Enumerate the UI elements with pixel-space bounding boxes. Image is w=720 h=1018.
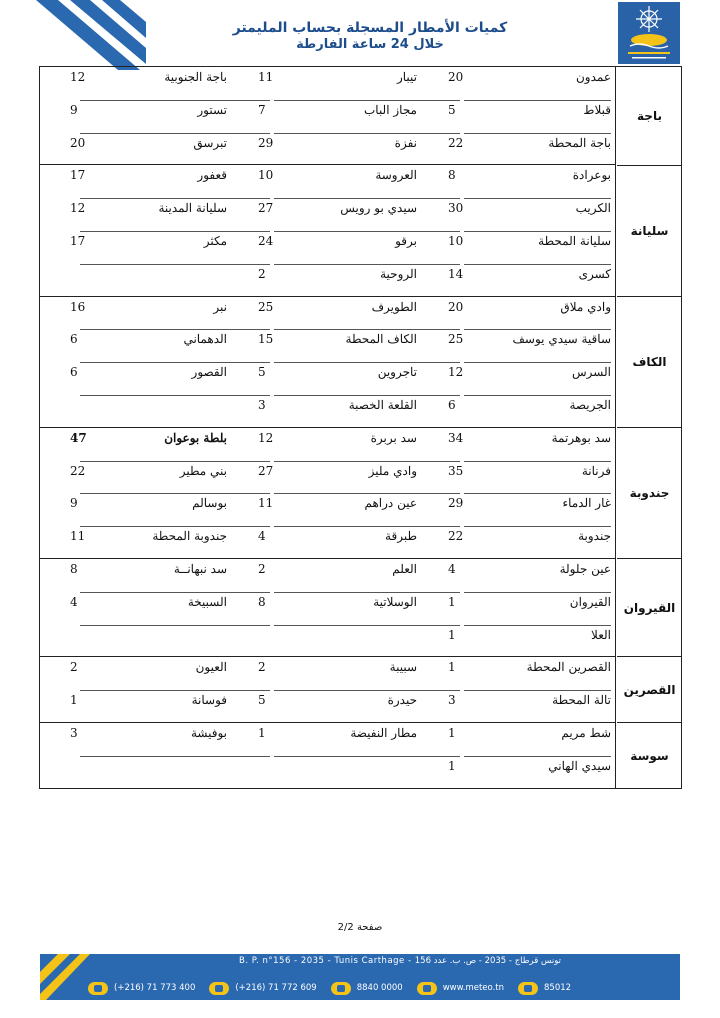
station-name: تالة المحطة <box>552 693 611 708</box>
station-name: سيدي الهاني <box>548 758 611 773</box>
table-row <box>40 198 615 231</box>
rainfall-value: 6 <box>70 332 78 347</box>
rainfall-value: 25 <box>448 332 464 347</box>
station-name: طبرقة <box>385 529 417 544</box>
station-name: عين دراهم <box>364 496 417 511</box>
station-name: غار الدماء <box>562 496 611 511</box>
rainfall-value: 12 <box>258 430 274 445</box>
web-icon <box>417 982 437 995</box>
rainfall-value: 1 <box>448 726 456 740</box>
rainfall-value: 20 <box>448 70 464 84</box>
station-name: بوفيشة <box>190 726 227 740</box>
station-name: بلطة بوعوان <box>164 430 227 445</box>
station-name: عين جلولة <box>559 562 611 576</box>
station-name: القصور <box>191 365 227 380</box>
rainfall-table <box>39 66 682 789</box>
table-row <box>40 625 615 658</box>
rainfall-value: 6 <box>448 398 456 412</box>
rainfall-value: 1 <box>448 594 456 609</box>
rainfall-value: 34 <box>448 430 464 445</box>
rainfall-value: 29 <box>448 496 464 511</box>
rainfall-value: 17 <box>70 168 86 183</box>
rainfall-value: 20 <box>70 135 86 150</box>
station-name: الجريصة <box>569 398 611 412</box>
station-name: ساقية سيدي يوسف <box>512 332 611 347</box>
station-name: سليانة المحطة <box>538 234 611 248</box>
station-name: القصرين المحطة <box>526 660 611 675</box>
station-name: برقو <box>395 234 417 248</box>
region-label: باجة <box>637 109 662 123</box>
station-name: تاجروين <box>377 365 417 380</box>
station-name: نفزة <box>394 135 417 150</box>
rainfall-value: 4 <box>258 529 266 544</box>
table-row <box>40 592 615 625</box>
rainfall-value: 4 <box>70 594 78 609</box>
rainfall-value: 8 <box>70 562 78 576</box>
station-name: القيروان <box>569 594 611 609</box>
table-row <box>40 362 615 395</box>
rainfall-value: 35 <box>448 463 464 478</box>
station-name: الوسلاتية <box>373 594 417 609</box>
station-name: الكاف المحطة <box>345 332 417 347</box>
contact-item <box>331 982 403 995</box>
rainfall-value: 14 <box>448 266 464 281</box>
rainfall-value: 11 <box>258 70 274 84</box>
station-name: فرنانة <box>581 463 611 478</box>
station-name: عمدون <box>575 70 611 84</box>
table-row <box>40 493 615 526</box>
station-name: القلعة الخصبة <box>348 398 417 412</box>
title-line-2: خلال 24 ساعة الفارطة <box>296 37 444 52</box>
rainfall-value: 22 <box>448 529 464 544</box>
station-name: السبيخة <box>187 594 227 609</box>
rainfall-value: 1 <box>448 758 456 773</box>
contact-text: 8840 0000 <box>356 983 403 993</box>
title-line-1: كميات الأمطار المسجلة بحساب المليمتر <box>232 20 508 36</box>
station-name: فوسانة <box>191 693 227 708</box>
station-name: بوسالم <box>192 496 227 511</box>
rainfall-value: 25 <box>258 299 274 314</box>
region-label: القيروان <box>617 558 682 656</box>
rainfall-value: 5 <box>258 693 266 708</box>
station-name: السرس <box>572 365 611 380</box>
rainfall-value: 6 <box>70 365 78 380</box>
table-row <box>40 461 615 494</box>
rainfall-value: 10 <box>448 234 464 248</box>
station-name: بني مطير <box>179 463 227 478</box>
rainfall-value: 22 <box>448 135 464 150</box>
station-name: شط مريم <box>561 726 611 740</box>
station-name: جندوبة <box>578 529 611 544</box>
station-name: سبيبة <box>389 660 417 675</box>
rainfall-value: 11 <box>70 529 86 544</box>
rainfall-value: 2 <box>258 266 266 281</box>
rainfall-value: 3 <box>70 726 78 740</box>
contact-text: (+216) 71 773 400 <box>114 983 196 993</box>
table-row <box>40 329 615 362</box>
page-number: صفحة 2/2 <box>337 922 383 933</box>
table-row <box>40 100 615 133</box>
station-name: العيون <box>195 660 227 675</box>
station-name: سليانة المدينة <box>158 201 227 216</box>
rainfall-value: 9 <box>70 496 78 511</box>
station-name: الكريب <box>575 201 611 216</box>
station-name: العروسة <box>375 168 417 183</box>
rainfall-value: 2 <box>258 562 266 576</box>
rainfall-value: 8 <box>448 168 456 183</box>
table-row <box>40 756 615 789</box>
region-label: سوسة <box>617 722 682 788</box>
region-label: سليانة <box>617 165 682 296</box>
rainfall-value: 4 <box>448 562 456 576</box>
station-name: حيدرة <box>387 693 417 708</box>
region-column-divider <box>615 67 616 788</box>
region-label: جندوبة <box>617 427 682 558</box>
rainfall-value: 10 <box>258 168 274 183</box>
region-label: الكاف <box>617 296 682 427</box>
station-name: وادي ملاق <box>560 299 611 314</box>
station-name: كسرى <box>578 266 611 281</box>
station-name: باجة الجنوبية <box>164 70 227 84</box>
station-name: العلم <box>392 562 417 576</box>
table-row <box>40 657 615 690</box>
rainfall-value: 29 <box>258 135 274 150</box>
station-name: بوعرادة <box>572 168 611 183</box>
table-row <box>40 395 615 428</box>
station-name: الطويرف <box>371 299 417 314</box>
rainfall-value: 12 <box>448 365 464 380</box>
rainfall-value: 22 <box>70 463 86 478</box>
station-name: سد بوهرتمة <box>551 430 611 445</box>
table-row <box>40 165 615 198</box>
station-name: الروحية <box>380 266 417 281</box>
table-row <box>40 526 615 559</box>
sms-icon <box>518 982 538 995</box>
station-name: مطار النفيضة <box>350 726 417 740</box>
rainfall-value: 27 <box>258 463 274 478</box>
contact-item <box>88 982 195 995</box>
contact-item <box>209 982 316 995</box>
station-name: سد بربرة <box>370 430 417 445</box>
station-name: مجاز الباب <box>363 102 417 117</box>
contact-item <box>518 982 571 995</box>
fax-icon <box>209 982 229 995</box>
rainfall-value: 2 <box>70 660 78 675</box>
rainfall-value: 8 <box>258 594 266 609</box>
institute-logo-icon <box>618 2 680 64</box>
station-name: سد نبهانــة <box>173 562 227 576</box>
rainfall-value: 5 <box>258 365 266 380</box>
rainfall-value: 27 <box>258 201 274 216</box>
station-name: جندوبة المحطة <box>152 529 227 544</box>
station-name: قبلاط <box>583 102 611 117</box>
station-name: العلا <box>591 627 611 642</box>
rainfall-value: 1 <box>258 726 266 740</box>
table-row <box>40 67 615 100</box>
rainfall-value: 1 <box>448 627 456 642</box>
table-row <box>40 428 615 461</box>
contact-text: (+216) 71 772 609 <box>235 983 317 993</box>
station-name: سيدي بو رويس <box>340 201 417 216</box>
hotline-icon <box>331 982 351 995</box>
header-stripes-decoration <box>36 0 146 70</box>
station-name: الدهماني <box>183 332 227 347</box>
table-row <box>40 690 615 723</box>
station-name: تستور <box>197 102 227 117</box>
rainfall-value: 30 <box>448 201 464 216</box>
table-row <box>40 559 615 592</box>
rainfall-value: 3 <box>258 398 266 412</box>
rainfall-value: 11 <box>258 496 274 511</box>
rainfall-value: 12 <box>70 201 86 216</box>
rainfall-value: 47 <box>70 430 87 445</box>
station-name: نبر <box>213 299 227 314</box>
station-name: مكثر <box>203 234 227 248</box>
station-name: تيبار <box>396 70 417 84</box>
rainfall-value: 5 <box>448 102 456 117</box>
table-row <box>40 723 615 756</box>
phone-icon <box>88 982 108 995</box>
table-row <box>40 297 615 330</box>
station-name: وادي مليز <box>368 463 417 478</box>
station-name: باجة المحطة <box>548 135 611 150</box>
footer-bar <box>40 954 680 1000</box>
rainfall-value: 2 <box>258 660 266 675</box>
contact-text: www.meteo.tn <box>442 983 505 993</box>
table-row <box>40 264 615 297</box>
footer-address: B. P. n°156 - 2035 - Tunis Carthage - تونس قرطاج - 2035 - ص. ب. عدد 156 <box>239 956 561 966</box>
rainfall-value: 12 <box>70 70 86 84</box>
table-row <box>40 231 615 264</box>
rainfall-value: 1 <box>448 660 456 675</box>
station-name: قعفور <box>197 168 227 183</box>
table-row <box>40 133 615 166</box>
contact-text: 85012 <box>544 983 572 993</box>
contact-item <box>417 982 504 995</box>
rainfall-value: 9 <box>70 102 78 117</box>
region-label: القصرين <box>617 656 682 722</box>
rainfall-value: 16 <box>70 299 86 314</box>
rainfall-value: 1 <box>70 693 78 708</box>
rainfall-value: 3 <box>448 693 456 708</box>
rainfall-value: 20 <box>448 299 464 314</box>
station-name: تبرسق <box>193 135 227 150</box>
footer-contacts <box>88 978 678 998</box>
rainfall-value: 15 <box>258 332 274 347</box>
rainfall-value: 24 <box>258 234 274 248</box>
document-title <box>230 20 510 53</box>
rainfall-value: 7 <box>258 102 266 117</box>
rainfall-value: 17 <box>70 234 86 248</box>
